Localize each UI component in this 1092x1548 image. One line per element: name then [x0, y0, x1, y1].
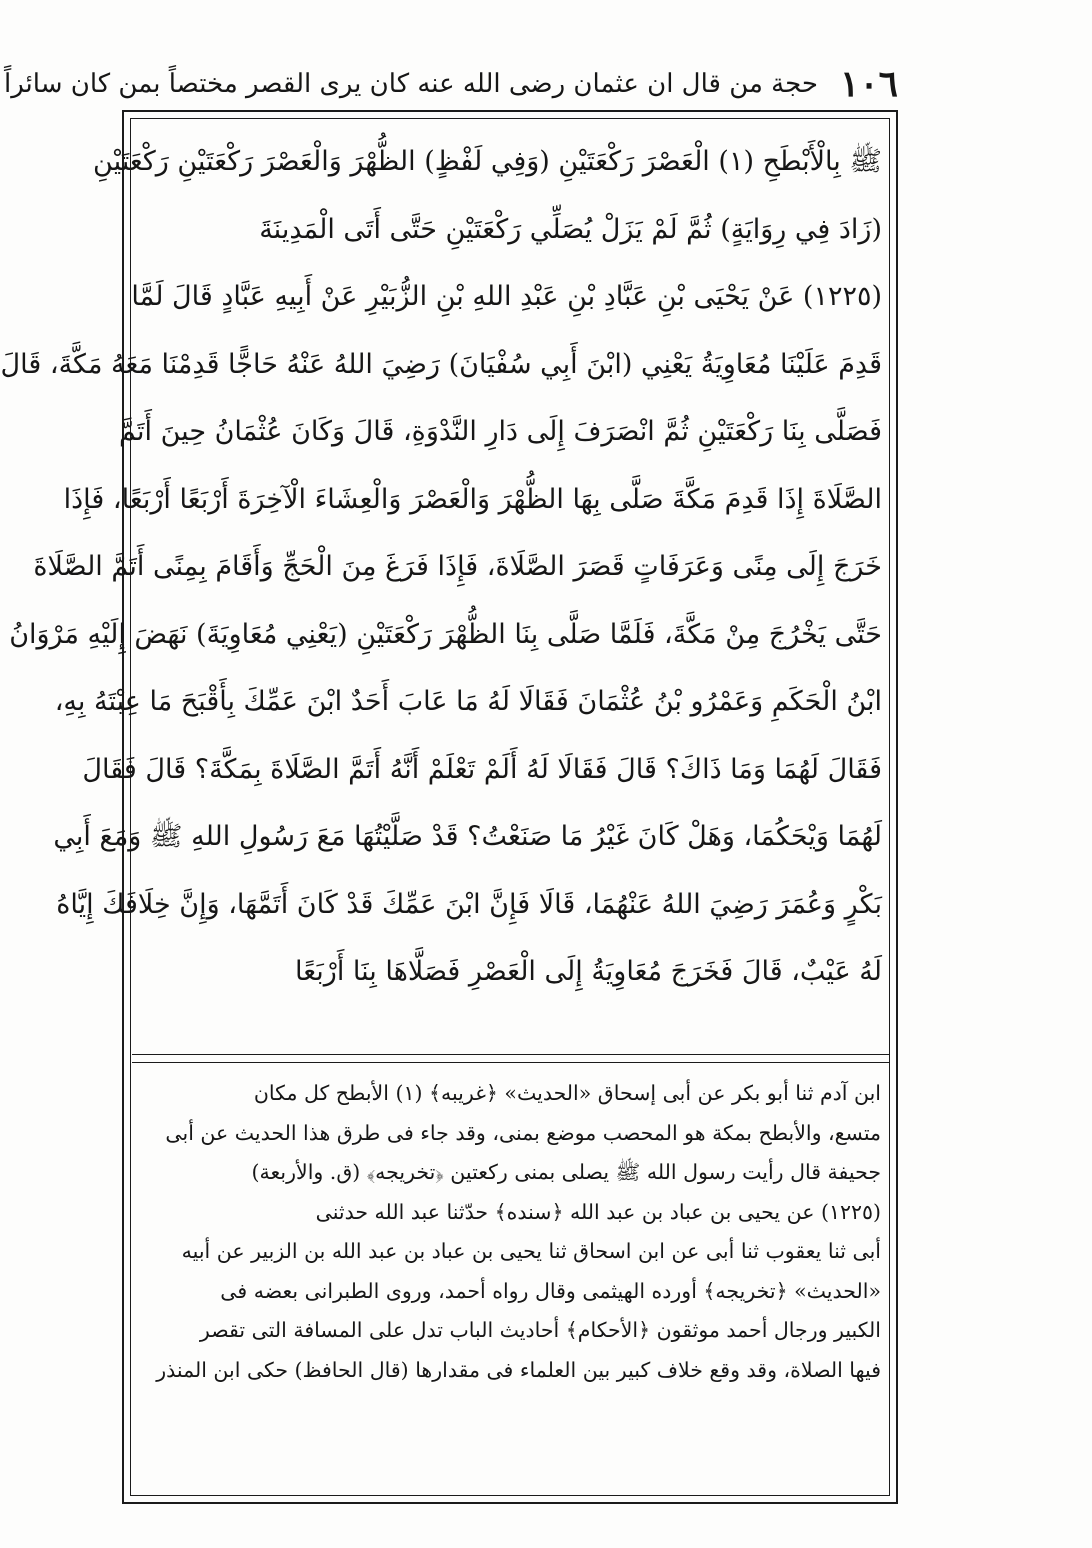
- hadith-line: قَدِمَ عَلَيْنَا مُعَاوِيَةُ يَعْنِي (ابْنَ أَبِي سُفْيَانَ) رَضِيَ اللهُ عَنْهُ حَاجًّا قَدِمْنَا مَعَهُ مَكَّةَ، قَالَ: [0, 348, 882, 380]
- hadith-line: (زَادَ فِي رِوَايَةٍ) ثُمَّ لَمْ يَزَلْ يُصَلِّي رَكْعَتَيْنِ حَتَّى أَتَى الْمَدِينَةَ: [259, 213, 882, 245]
- hadith-line: لَهُمَا وَيْحَكُمَا، وَهَلْ كَانَ غَيْرُ مَا صَنَعْتُ؟ قَدْ صَلَّيْتُهَا مَعَ رَسُولِ اللهِ ﷺ وَمَعَ أَبِي: [53, 821, 882, 852]
- commentary-line: الكبير ورجال أحمد موثقون ﴿الأحكام﴾ أحاديث الباب تدل على المسافة التى تقصر: [199, 1318, 881, 1342]
- hadith-line: (١٢٢٥) عَنْ يَحْيَى بْنِ عَبَّادِ بْنِ عَبْدِ اللهِ بْنِ الزُّبَيْرِ عَنْ أَبِيهِ عَبَّادٍ قَالَ لَمَّا: [131, 281, 882, 312]
- commentary-line: متسع، والأبطح بمكة هو المحصب موضع بمنى، وقد جاء فى طرق هذا الحديث عن أبى: [165, 1120, 881, 1145]
- commentary-text: [145, 1074, 885, 1390]
- hadith-line: الصَّلَاةَ إِذَا قَدِمَ مَكَّةَ صَلَّى بِهَا الظُّهْرَ وَالْعَصْرَ وَالْعِشَاءَ الْآخِرَةَ أَرْبَعًا أَرْبَعًا، فَإِذَا: [63, 483, 882, 515]
- commentary-line: ابن آدم ثنا أبو بكر عن أبى إسحاق «الحديث» ﴿غريبه﴾ (١) الأبطح كل مكان: [253, 1081, 881, 1105]
- commentary-divider: [132, 1054, 890, 1055]
- hadith-line: ﷺ بِالْأَبْطَحِ (١) الْعَصْرَ رَكْعَتَيْنِ (وَفِي لَفْظٍ) الظُّهْرَ وَالْعَصْرَ رَكْعَتَيْنِ رَكْعَتَيْنِ: [93, 146, 882, 177]
- commentary-divider: [132, 1062, 890, 1063]
- hadith-line: ابْنُ الْحَكَمِ وَعَمْرُو بْنُ عُثْمَانَ فَقَالَا لَهُ مَا عَابَ أَحَدٌ ابْنَ عَمِّكَ بِأَقْبَحَ مَا عِبْتَهُ بِهِ،: [54, 686, 882, 717]
- commentary-line: «الحديث» ﴿تخريجه﴾ أورده الهيثمى وقال رواه أحمد، وروى الطبرانى بعضه فى: [220, 1278, 881, 1303]
- hadith-line: حَتَّى يَخْرُجَ مِنْ مَكَّةَ، فَلَمَّا صَلَّى بِنَا الظُّهْرَ رَكْعَتَيْنِ (يَعْنِي مُعَاوِيَةَ) نَهَضَ إِلَيْهِ مَرْوَانُ: [9, 618, 882, 650]
- hadith-line: فَقَالَ لَهُمَا وَمَا ذَاكَ؟ قَالَ فَقَالَا لَهُ أَلَمْ تَعْلَمْ أَنَّهُ أَتَمَّ الصَّلَاةَ بِمَكَّةَ؟ قَالَ فَقَالَ: [82, 753, 882, 785]
- hadith-text: [0, 128, 888, 1006]
- hadith-line: لَهُ عَيْبٌ، قَالَ فَخَرَجَ مُعَاوِيَةُ إِلَى الْعَصْرِ فَصَلَّاهَا بِنَا أَرْبَعًا: [295, 956, 882, 987]
- hadith-line: بَكْرٍ وَعُمَرَ رَضِيَ اللهُ عَنْهُمَا، قَالَا فَإِنَّ ابْنَ عَمِّكَ قَدْ كَانَ أَتَمَّهَا، وَإِنَّ خِلَافَكَ إِيَّاهُ: [56, 888, 882, 920]
- running-title: حجة من قال ان عثمان رضى الله عنه كان يرى القصر مختصاً بمن كان سائراً: [3, 69, 818, 99]
- page-number: ١٠٦: [839, 63, 898, 105]
- commentary-line: فيها الصلاة، وقد وقع خلاف كبير بين العلماء فى مقدارها (قال الحافظ) حكى ابن المنذر: [156, 1357, 881, 1382]
- page-header: [3, 58, 898, 110]
- commentary-line: (١٢٢٥) عن يحيى بن عباد بن عبد الله ﴿سنده﴾ حدّثنا عبد الله حدثنى: [315, 1199, 881, 1224]
- commentary-line: أبى ثنا يعقوب ثنا أبى عن ابن اسحاق ثنا يحيى بن عباد بن عبد الله بن الزبير عن أبيه: [181, 1239, 881, 1263]
- commentary-line: جحيفة قال رأيت رسول الله ﷺ يصلى بمنى ركعتين ﴿تخريجه﴾ (ق. والأربعة): [251, 1160, 881, 1184]
- hadith-line: فَصَلَّى بِنَا رَكْعَتَيْنِ ثُمَّ انْصَرَفَ إِلَى دَارِ النَّدْوَةِ، قَالَ وَكَانَ عُثْمَانُ حِينَ أَتَمَّ: [119, 416, 882, 447]
- hadith-line: خَرَجَ إِلَى مِنًى وَعَرَفَاتٍ قَصَرَ الصَّلَاةَ، فَإِذَا فَرَغَ مِنَ الْحَجِّ وَأَقَامَ بِمِنًى أَتَمَّ الصَّلَاةَ: [33, 551, 882, 582]
